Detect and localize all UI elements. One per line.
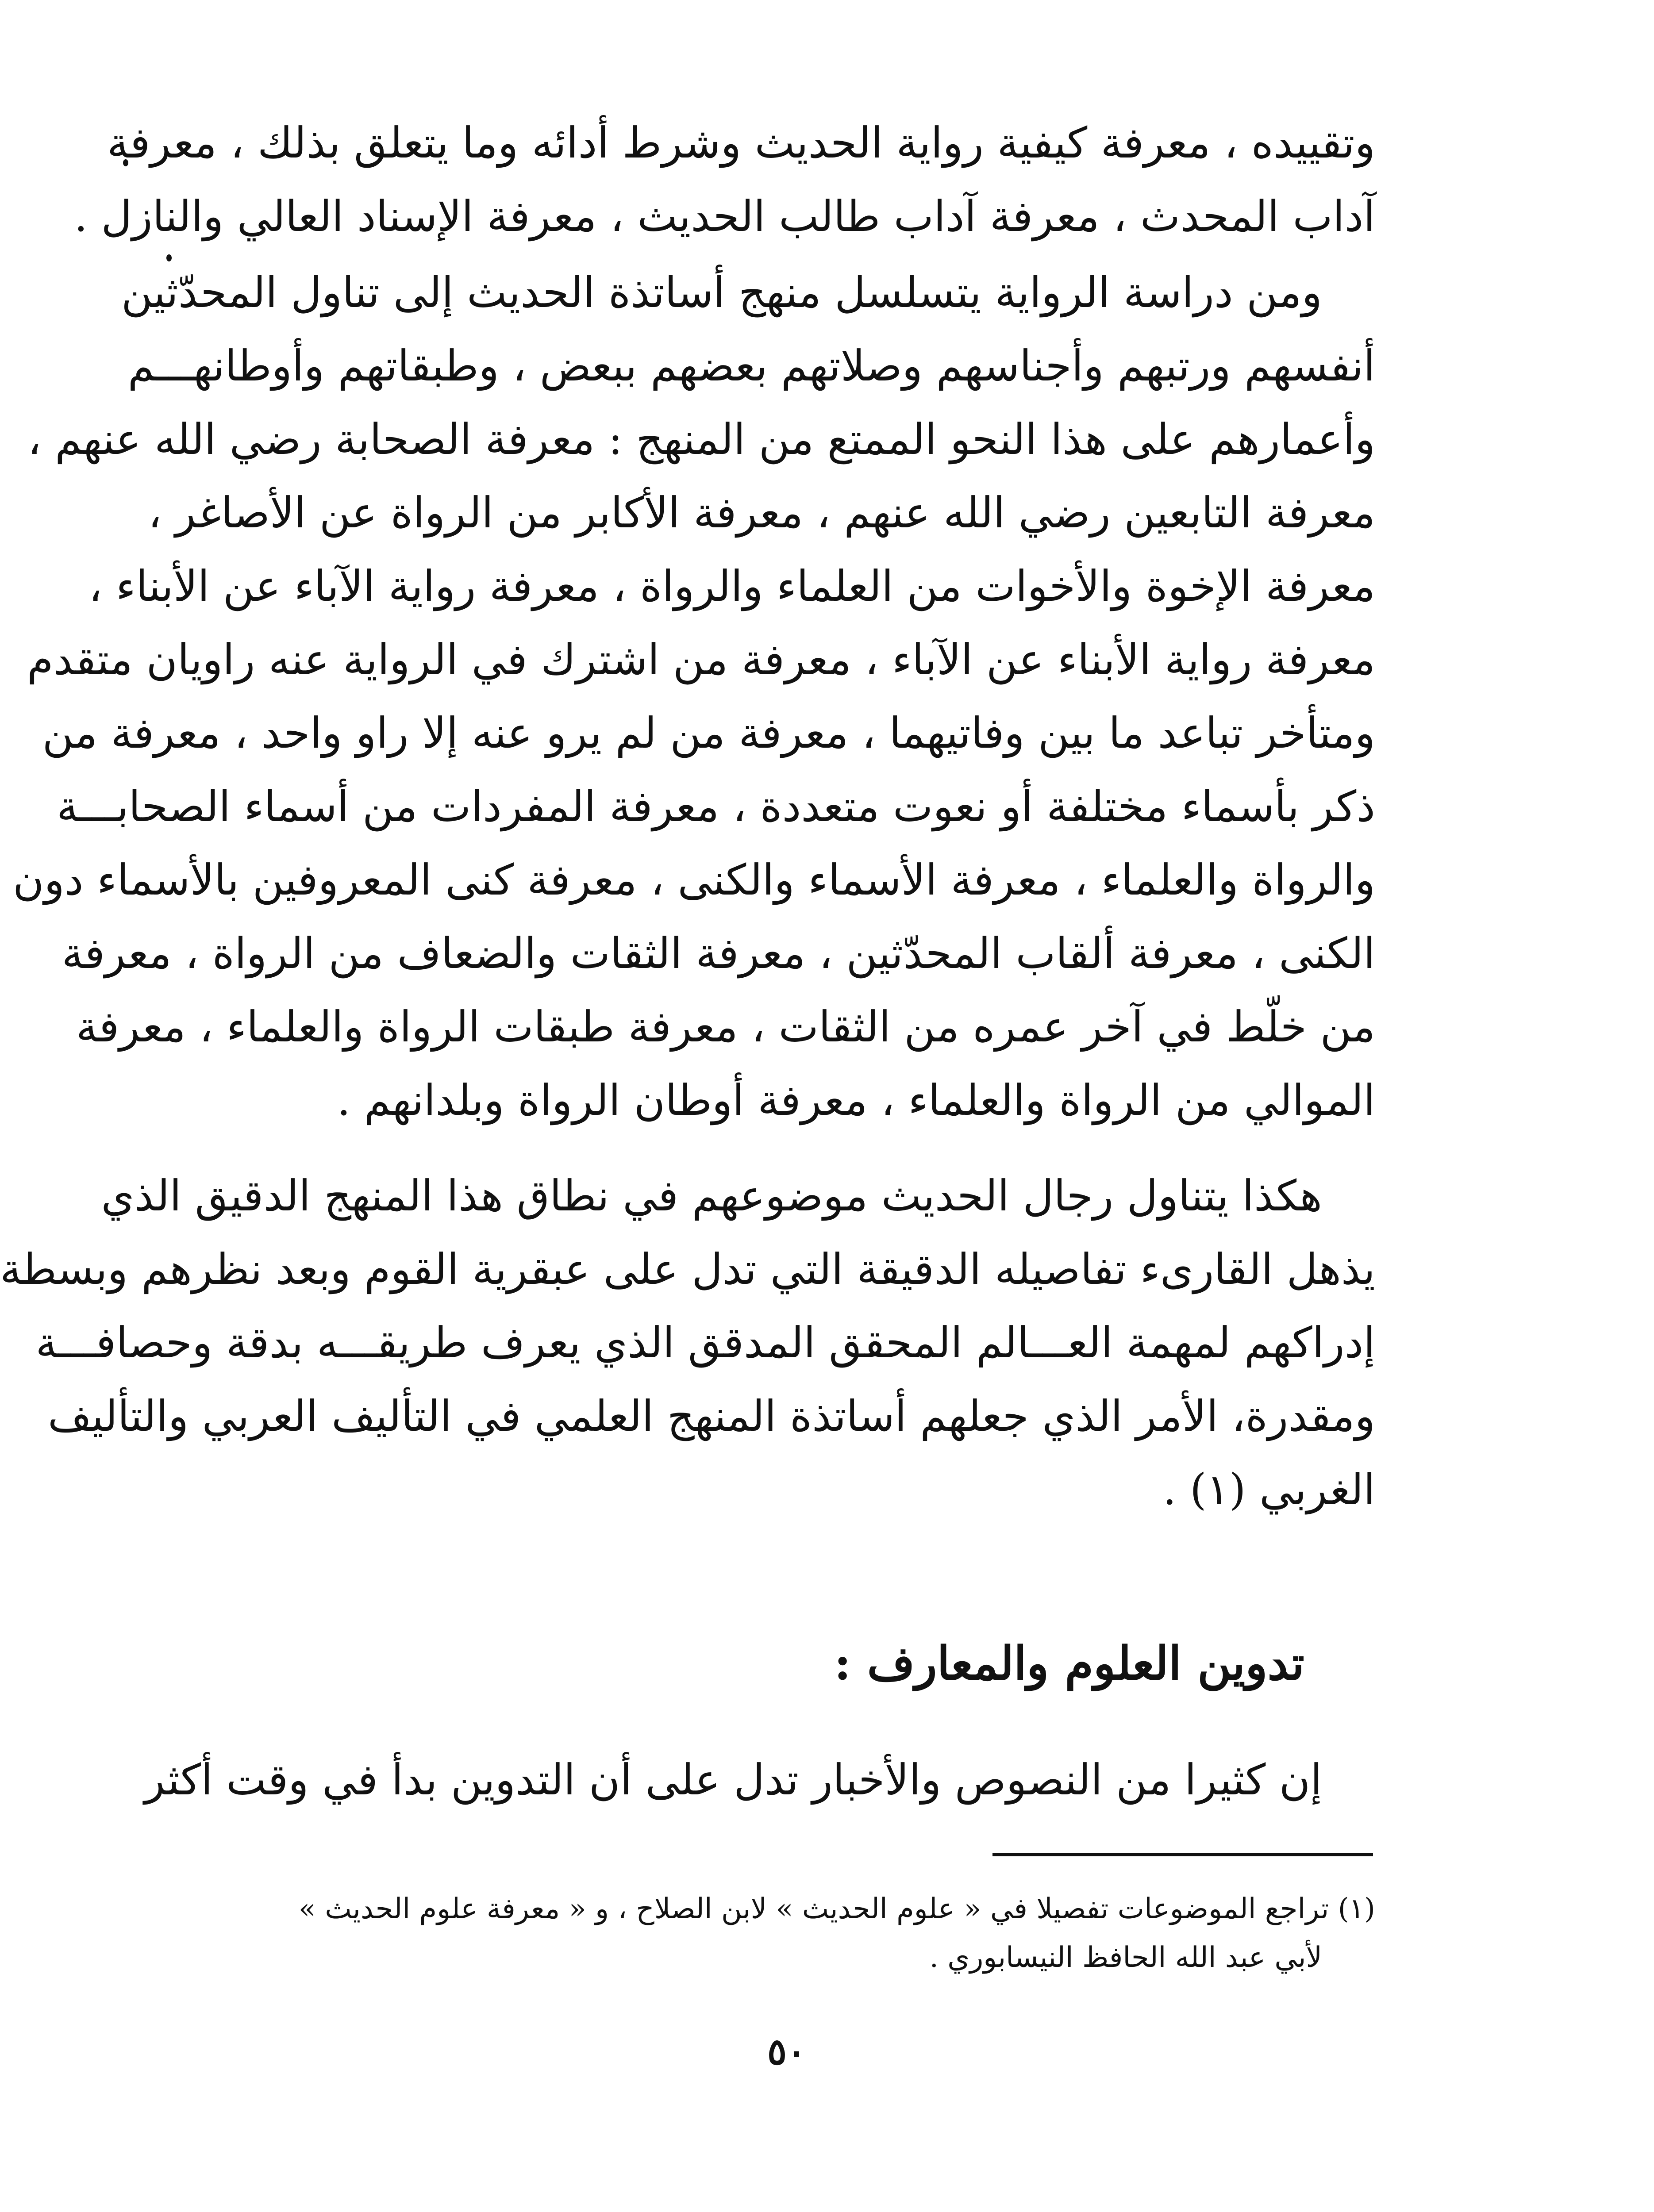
text-line: والرواة والعلماء ، معرفة الأسماء والكنى ، معرفة كنى المعروفين بالأسماء دون: [13, 855, 1375, 905]
text-line: يذهل القارىء تفاصيله الدقيقة التي تدل على عبقرية القوم وبعد نظرهم وبسطة: [0, 1244, 1375, 1294]
text-line: من خلّط في آخر عمره من الثقات ، معرفة طبقات الرواة والعلماء ، معرفة: [76, 1002, 1375, 1052]
footnote-line: (١) تراجع الموضوعات تفصيلا في « علوم الحديث » لابن الصلاح ، و « معرفة علوم الحديث »: [298, 1893, 1375, 1925]
text-line: الغربي (١) .: [1163, 1465, 1375, 1514]
footnote-line: لأبي عبد الله الحافظ النيسابوري .: [929, 1941, 1322, 1974]
paragraph-narrators-study: [13, 256, 1375, 1137]
text-line: وأعمارهم على هذا النحو الممتع من المنهج : معرفة الصحابة رضي الله عنهم ،: [27, 415, 1375, 464]
text-line: إدراكهم لمهمة العـــالم المحقق المدقق الذي يعرف طريقـــه بدقة وحصافـــة: [35, 1318, 1375, 1367]
footnote-divider: [992, 1853, 1373, 1856]
paragraph-codification: [144, 1743, 1375, 1816]
text-line: هكذا يتناول رجال الحديث موضوعهم في نطاق هذا المنهج الدقيق الذي: [101, 1171, 1322, 1221]
text-line: وتقييده ، معرفة كيفية رواية الحديث وشرط أدائه وما يتعلق بذلك ، معرفة: [107, 118, 1375, 168]
footnote: [158, 1885, 1375, 1982]
text-line: آداب المحدث ، معرفة آداب طالب الحديث ، معرفة الإسناد العالي والنازل .: [74, 192, 1375, 241]
text-line: ومتأخر تباعد ما بين وفاتيهما ، معرفة من لم يرو عنه إلا راو واحد ، معرفة من: [42, 708, 1375, 758]
paragraph-continuation: [74, 106, 1375, 253]
text-line: ومقدرة، الأمر الذي جعلهم أساتذة المنهج العلمي في التأليف العربي والتأليف: [48, 1391, 1375, 1441]
text-line: معرفة التابعين رضي الله عنهم ، معرفة الأكابر من الرواة عن الأصاغر ،: [148, 488, 1375, 538]
text-line: ومن دراسة الرواية يتسلسل منهج أساتذة الحديث إلى تناول المحدّثين: [121, 268, 1322, 317]
text-line: ذكر بأسماء مختلفة أو نعوت متعددة ، معرفة المفردات من أسماء الصحابـــة: [57, 782, 1375, 831]
section-heading: تدوين العلوم والمعارف :: [834, 1636, 1304, 1690]
text-line: أنفسهم ورتبهم وأجناسهم وصلاتهم بعضهم ببعض ، وطبقاتهم وأوطانهـــم: [127, 341, 1375, 391]
text-line: معرفة الإخوة والأخوات من العلماء والرواة ، معرفة رواية الآباء عن الأبناء ،: [88, 561, 1375, 611]
text-line: إن كثيرا من النصوص والأخبار تدل على أن التدوين بدأ في وقت أكثر: [144, 1755, 1322, 1805]
page-number: ٥٠: [767, 2031, 807, 2073]
paragraph-method-summary: [0, 1159, 1375, 1526]
text-line: الموالي من الرواة والعلماء ، معرفة أوطان الرواة وبلدانهم .: [337, 1075, 1375, 1125]
text-line: معرفة رواية الأبناء عن الآباء ، معرفة من اشترك في الرواية عنه راويان متقدم: [27, 635, 1375, 684]
text-line: الكنى ، معرفة ألقاب المحدّثين ، معرفة الثقات والضعاف من الرواة ، معرفة: [62, 929, 1375, 978]
